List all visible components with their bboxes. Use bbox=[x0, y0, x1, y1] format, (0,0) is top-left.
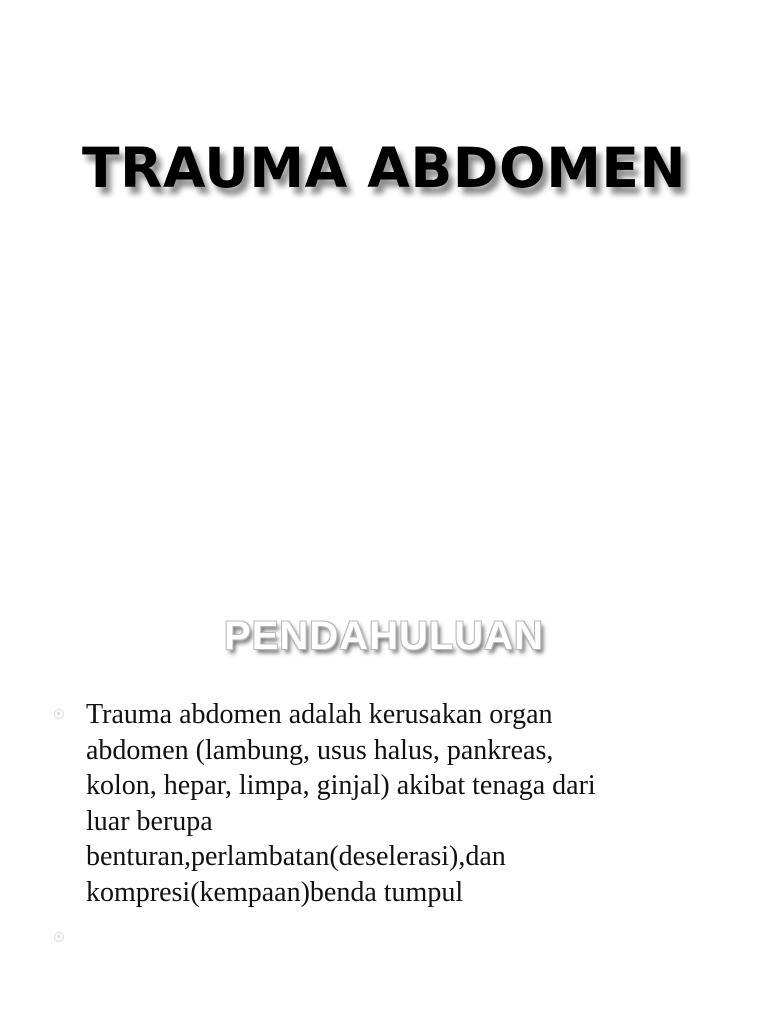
bullet-line: benturan,perlambatan(deselerasi),dan bbox=[86, 841, 506, 872]
bullet-line: Trauma abdomen adalah kerusakan organ bbox=[86, 699, 553, 730]
bullet-item-empty bbox=[52, 920, 702, 955]
bullet-list bbox=[52, 697, 702, 955]
page-title: TRAUMA ABDOMEN bbox=[81, 136, 687, 200]
circle-bullet-icon bbox=[54, 932, 64, 942]
bullet-line: abdomen (lambung, usus halus, pankreas, bbox=[86, 734, 554, 766]
bullet-line: kompresi(kempaan)benda tumpul bbox=[86, 876, 464, 908]
bullet-line: luar berupa bbox=[86, 805, 213, 837]
bullet-line: kolon, hepar, limpa, ginjal) akibat tenaga dari bbox=[86, 770, 596, 801]
section-heading: PENDAHULUAN bbox=[224, 614, 544, 658]
bullet-item bbox=[52, 697, 702, 910]
circle-bullet-icon bbox=[54, 709, 64, 719]
